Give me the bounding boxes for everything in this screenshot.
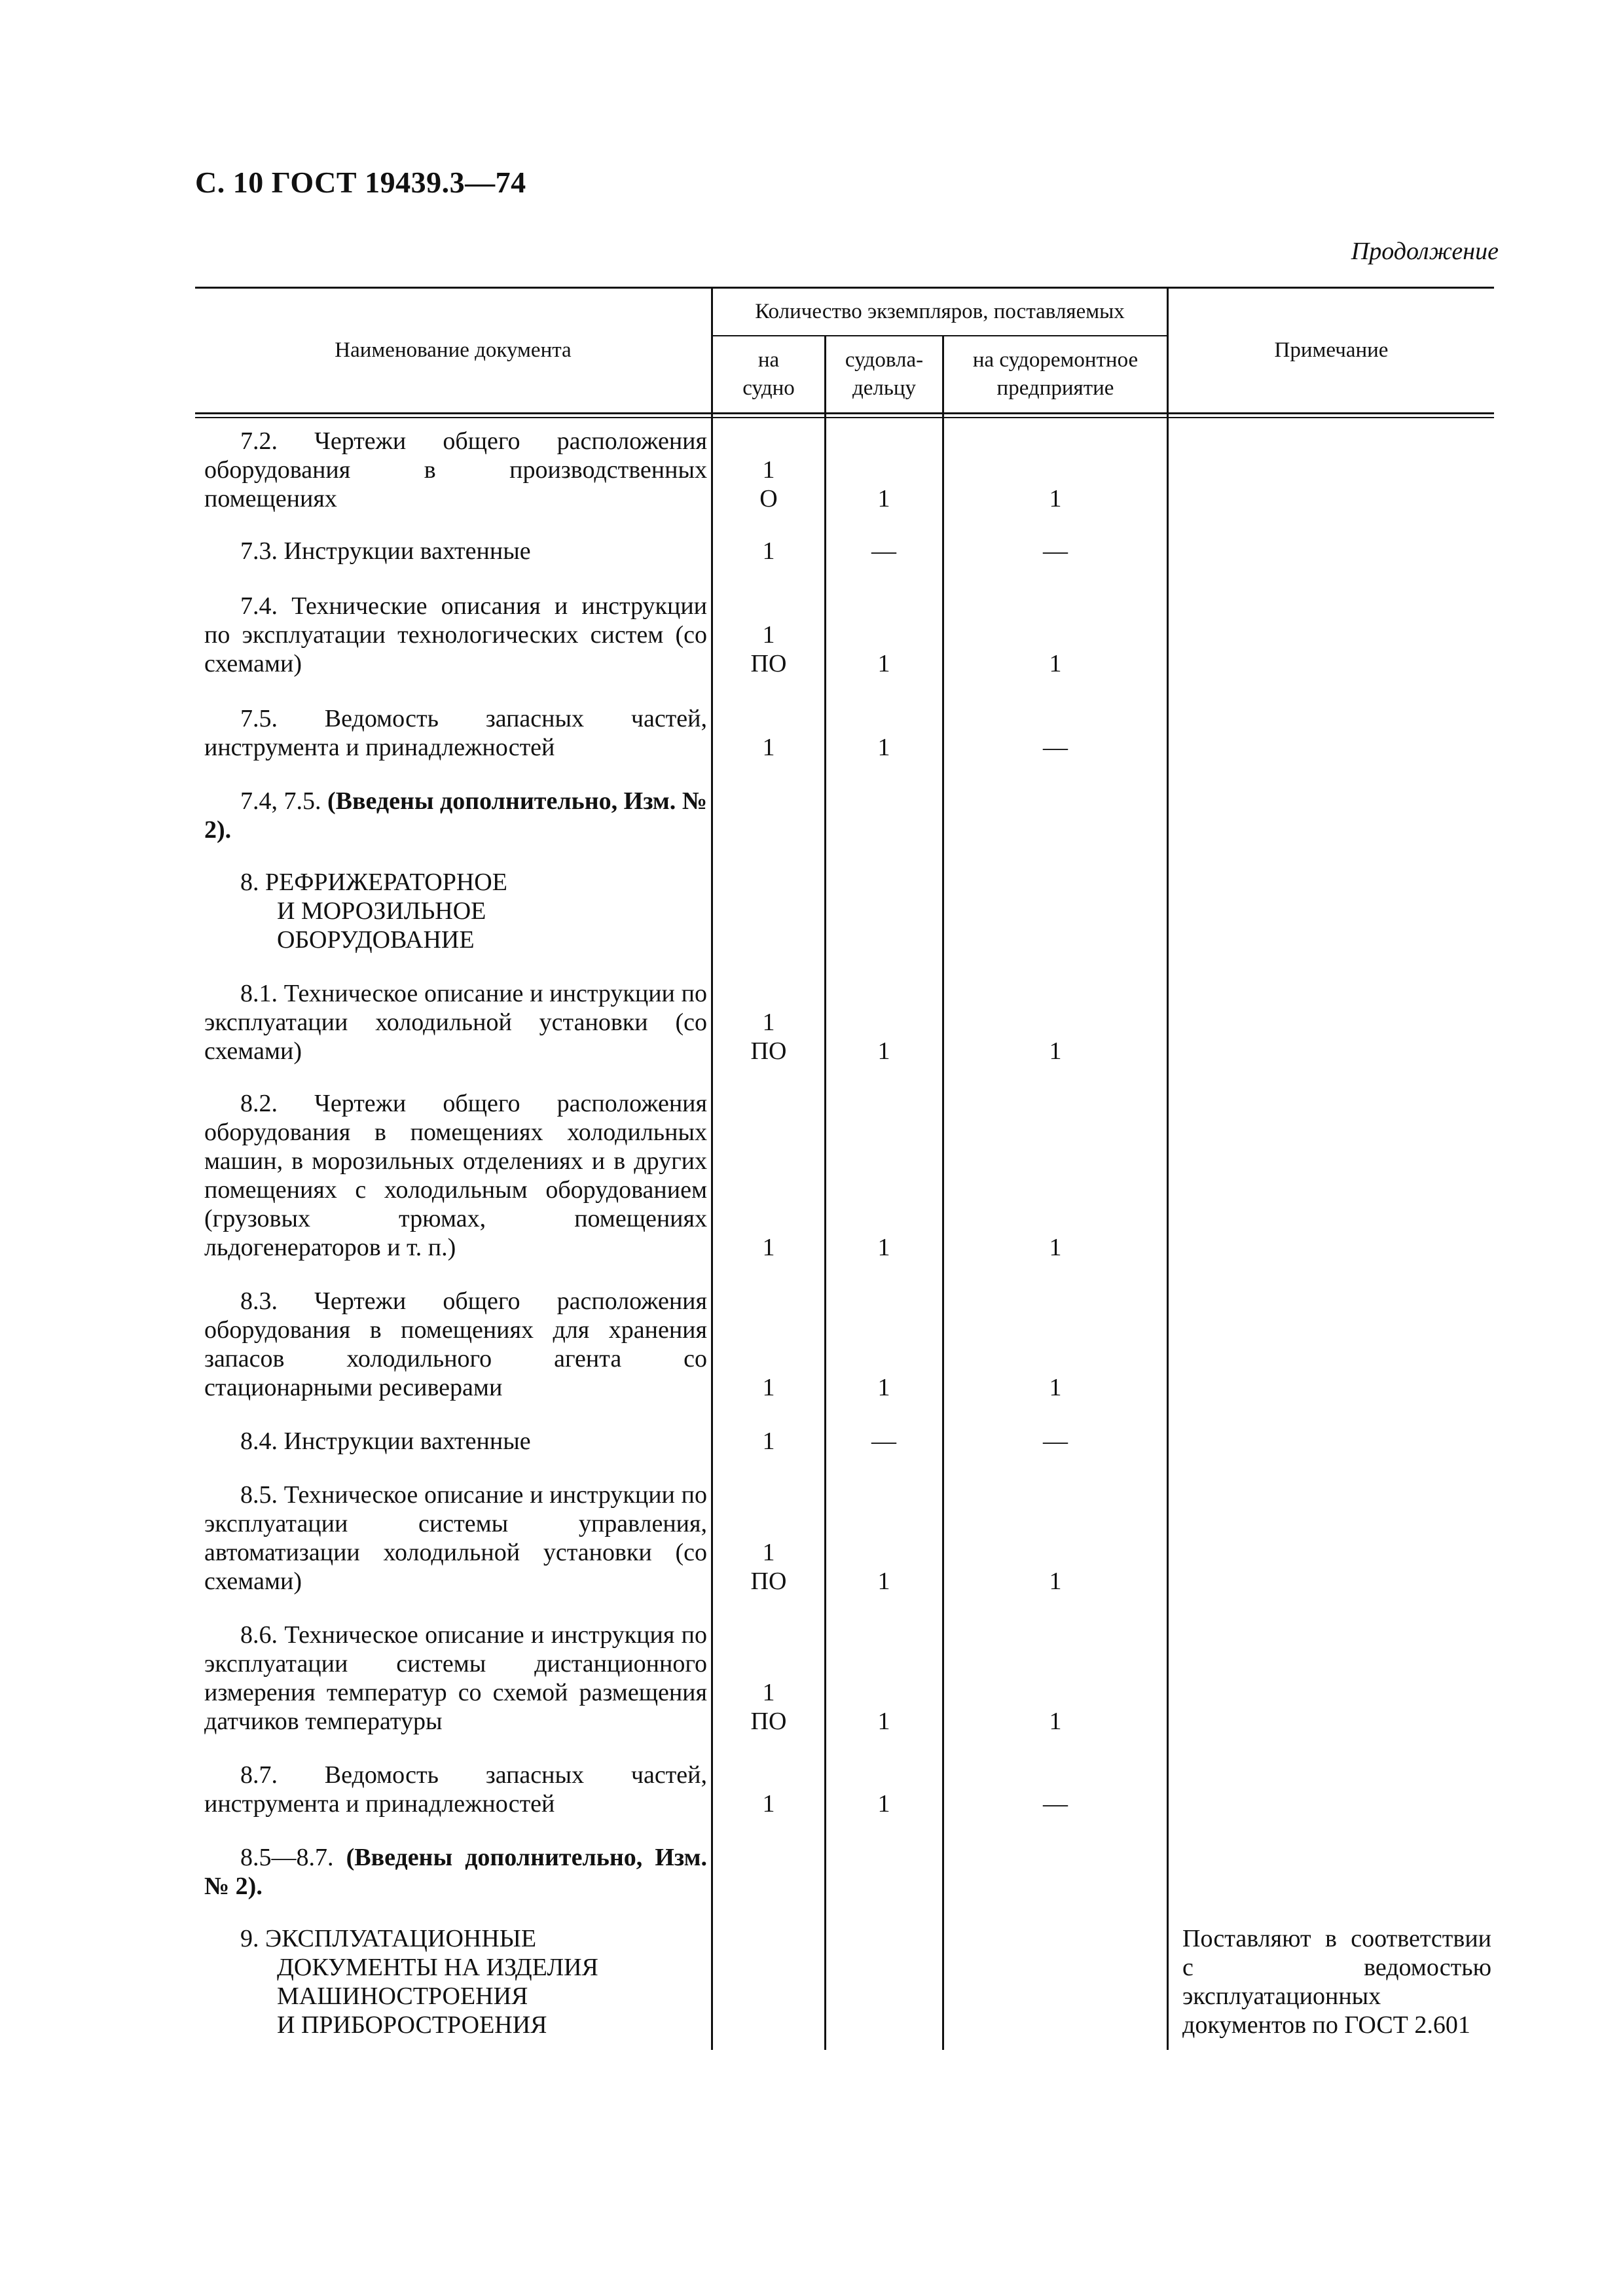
row-7-2-owner: 1 [877, 485, 890, 512]
row-8-3-owner: 1 [877, 1374, 890, 1401]
section-9-line-1-text: ЭКСПЛУАТАЦИОННЫЕ [265, 1925, 537, 1952]
row-7-5-owner: 1 [877, 734, 890, 761]
row-8-3-repair: 1 [1049, 1374, 1062, 1401]
section-8-line-1-text: РЕФРИЖЕРАТОРНОЕ [265, 869, 507, 896]
header-bottom-rule-2 [195, 417, 1494, 418]
header-to-repair-text: на судоремонтное предприятие [972, 348, 1139, 400]
amendment-8-5-8-7-text: (Введены дополнительно, Изм. № 2). [204, 1844, 708, 1900]
row-8-5-text: 8.5. Техническое описание и инструкции по эксплуатации системы управления, автоматизации холодильной установки (со схемами) [204, 1481, 707, 1595]
row-8-6-owner: 1 [877, 1708, 890, 1735]
row-8-1-text: 8.1. Техническое описание и инструкции по эксплуатации холодильной установки (со схемами) [204, 980, 707, 1065]
row-7-5-ship-count: 1 [762, 734, 775, 761]
row-8-4-repair: — [1043, 1427, 1068, 1455]
row-8-6-text: 8.6. Техническое описание и инструкция по эксплуатации системы дистанционного измерения температур со схемой размещения датчиков температуры [204, 1621, 707, 1735]
row-8-1-repair: 1 [1049, 1037, 1062, 1065]
section-9-line-1 [240, 1924, 598, 1953]
row-7-3-ship-count: 1 [762, 537, 775, 565]
section-8-line-2: И МОРОЗИЛЬНОЕ [277, 897, 486, 925]
header-to-owner [826, 336, 942, 412]
row-7-4-ship-count: 1 [762, 621, 775, 649]
col-divider-name [711, 287, 713, 2050]
section-9-note: Поставляют в соответствии с ведомостью эксплуатационных документов по ГОСТ 2.601 [1182, 1925, 1491, 2039]
row-7-4-ship-code: ПО [750, 650, 787, 677]
row-8-1-ship-count: 1 [762, 1009, 775, 1036]
section-8-title [240, 868, 507, 954]
row-8-5-repair: 1 [1049, 1568, 1062, 1595]
header-to-owner-text: судовла-дельцу [845, 348, 924, 400]
row-7-5-text: 7.5. Ведомость запасных частей, инструмента и принадлежностей [204, 705, 707, 761]
section-9-line-2: ДОКУМЕНТЫ НА ИЗДЕЛИЯ [277, 1954, 598, 1981]
row-8-2-owner: 1 [877, 1234, 890, 1261]
header-to-ship-text: на судно [742, 348, 795, 400]
row-7-2-ship-count: 1 [762, 456, 775, 484]
row-8-3-ship-count: 1 [762, 1374, 775, 1401]
continuation-label: Продолжение [1351, 238, 1499, 265]
row-8-2-repair: 1 [1049, 1234, 1062, 1261]
row-8-7-owner: 1 [877, 1790, 890, 1818]
row-7-2-ship-code: О [759, 485, 778, 512]
amendment-8-5-8-7 [204, 1843, 707, 1901]
row-7-3-text: 7.3. Инструкции вахтенные [240, 537, 531, 565]
section-9-line-3: МАШИНОСТРОЕНИЯ [277, 1982, 528, 2010]
row-7-4-repair: 1 [1049, 650, 1062, 677]
amendment-8-5-8-7-ref: 8.5—8.7. [240, 1844, 346, 1871]
section-8-line-1 [240, 868, 507, 897]
row-8-7-repair: — [1043, 1790, 1068, 1818]
row-8-4-ship-count: 1 [762, 1427, 775, 1455]
amendment-7-4-7-5-ref: 7.4, 7.5. [240, 787, 328, 815]
row-8-5-owner: 1 [877, 1568, 890, 1595]
header-to-ship [713, 336, 824, 412]
row-8-2-ship-count: 1 [762, 1234, 775, 1261]
row-8-7-ship-count: 1 [762, 1790, 775, 1818]
row-8-5-ship-count: 1 [762, 1539, 775, 1566]
row-7-4-text: 7.4. Технические описания и инструкции по эксплуатации технологических систем (со схемами) [204, 592, 707, 677]
header-note: Примечание [1274, 338, 1389, 362]
row-8-2-text: 8.2. Чертежи общего расположения оборудования в помещениях холодильных машин, в морозильных отделениях и в других помещениях с холодильным оборудованием (грузовых трюмах, помещениях льдогенераторов и т. п.) [204, 1090, 707, 1261]
row-7-5-repair: — [1043, 734, 1068, 761]
row-8-5-ship-code: ПО [750, 1568, 787, 1595]
page-header: С. 10 ГОСТ 19439.3—74 [195, 166, 526, 199]
row-7-3-repair: — [1043, 537, 1068, 565]
row-8-1-owner: 1 [877, 1037, 890, 1065]
header-to-repair [944, 336, 1167, 412]
header-document-name: Наименование документа [335, 338, 572, 362]
row-7-4-owner: 1 [877, 650, 890, 677]
row-7-2-repair: 1 [1049, 485, 1062, 512]
header-bottom-rule [195, 412, 1494, 414]
row-8-1-ship-code: ПО [750, 1037, 787, 1065]
section-8-line-3: ОБОРУДОВАНИЕ [277, 926, 475, 954]
row-8-6-repair: 1 [1049, 1708, 1062, 1735]
row-8-6-ship-code: ПО [750, 1708, 787, 1735]
section-9-title [240, 1924, 598, 2039]
header-copies-group: Количество экземпляров, поставляемых [755, 299, 1125, 323]
row-8-6-ship-count: 1 [762, 1679, 775, 1706]
row-7-3-owner: — [871, 537, 896, 565]
row-8-4-text: 8.4. Инструкции вахтенные [240, 1427, 531, 1455]
row-8-7-text: 8.7. Ведомость запасных частей, инструмента и принадлежностей [204, 1761, 707, 1818]
col-divider-repair [1167, 287, 1169, 2050]
section-9-number: 9. [240, 1925, 259, 1952]
amendment-7-4-7-5 [204, 787, 707, 844]
row-7-2-text: 7.2. Чертежи общего расположения оборудования в производственных помещениях [204, 427, 707, 512]
row-8-4-owner: — [871, 1427, 896, 1455]
row-8-3-text: 8.3. Чертежи общего расположения оборудования в помещениях для хранения запасов холодильного агента со стационарными ресиверами [204, 1287, 707, 1401]
section-8-number: 8. [240, 869, 259, 896]
section-9-line-4: И ПРИБОРОСТРОЕНИЯ [277, 2011, 547, 2039]
amendment-7-4-7-5-text: (Введены дополнительно, Изм. № 2). [204, 787, 707, 844]
